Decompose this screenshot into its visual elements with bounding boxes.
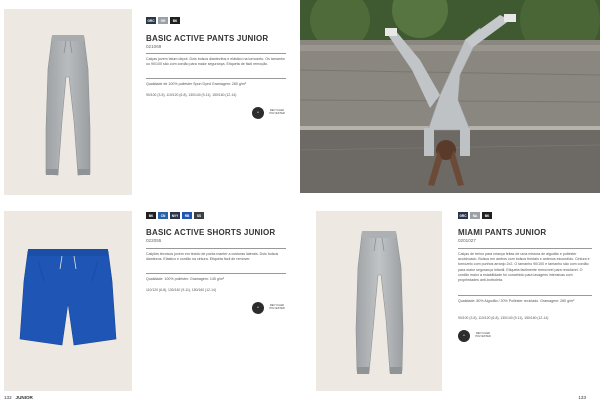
lifestyle-photo <box>300 0 600 193</box>
grey-pants-illustration <box>4 9 132 195</box>
product2-quality: Qualidade: 100% poliéster. Gramagem: 145 g/m² <box>146 277 225 281</box>
shorts-product-image <box>4 211 132 391</box>
divider <box>146 53 286 54</box>
section-label: JUNIOR <box>15 395 33 400</box>
pants-product-image <box>4 9 132 195</box>
product3-sizes: 90/100 (3-5), 110/120 (6-8), 130/140 (9-11), 150/160 (12-14) <box>458 316 549 320</box>
swatch: GR <box>158 17 168 24</box>
product1-quality: Qualidade de 100% poliéster Spun Dyed Gramagem: 280 g/m² <box>146 82 247 86</box>
product1-title: BASIC ACTIVE PANTS JUNIOR <box>146 34 269 43</box>
product2-color-swatches <box>146 212 204 219</box>
handstand-photo <box>300 0 600 193</box>
divider <box>146 248 286 249</box>
swatch: CN <box>158 212 168 219</box>
recycled-badge-icon: ♻ <box>252 302 264 314</box>
product3-title: MIAMI PANTS JUNIOR <box>458 228 547 237</box>
recycled-badge-icon: ♻ <box>252 107 264 119</box>
swatch: BK <box>170 17 180 24</box>
product1-description: Calças jovem fatum depot. Dois bolsos diantezitos e elástico na tornozelo. Os tamanho ou 90/100 são com cordão para maior segurança. Etiqueta de fácil remoção. <box>146 57 285 67</box>
product3-code: 0201027 <box>458 238 476 243</box>
swatch: GRC <box>147 18 155 23</box>
product3-badge-label: RECYCLED POLYESTER <box>475 332 491 338</box>
product3-color-swatches <box>458 212 492 219</box>
divider <box>458 295 592 296</box>
divider <box>146 273 286 274</box>
swatch: BK <box>146 212 156 219</box>
miami-pants-product-image <box>316 211 442 391</box>
recycled-badge-icon: ♻ <box>458 330 470 342</box>
swatch: SS <box>194 212 204 219</box>
left-footer <box>4 395 33 400</box>
product2-sizes: 110/120 (6-8), 130/140 (9-11), 150/160 (12-14) <box>146 288 216 292</box>
swatch: RB <box>182 212 192 219</box>
grey-miami-pants-illustration <box>316 211 442 391</box>
swatch: NA <box>470 212 480 219</box>
product2-description: Calções técnicos jovem em tecido de ponta manter a costuras laterais. Dois bolsos diantezos. Elástico e cordão na cintura. Etiqueta fácil de remover. <box>146 252 279 262</box>
divider <box>146 78 286 79</box>
swatch: BK <box>482 212 492 219</box>
right-page <box>300 0 600 407</box>
product1-color-swatches <box>146 17 180 24</box>
product3-quality: Qualidade: 80% Algodão / 20% Poliéster reciclado. Gramagem: 280 g/m² <box>458 299 575 303</box>
product2-badge-label: RECYCLED POLYESTER <box>269 304 285 310</box>
product1-badge-label: RECYCLED POLYESTER <box>269 109 285 115</box>
product1-sizes: 90/100 (3-5), 110/120 (6-8), 130/140 (9-11), 150/160 (12-14) <box>146 93 237 97</box>
product1-code: 021069 <box>146 44 162 49</box>
product3-description: Calças de treino para criança feitas de uma mistura de algodão e poliéster acolchoado. Bolsos em ambos com bolsos frontais e antenos escondido. Cintura e tornozelo com punhos arranjo 2x2. O tamanho 90/100 e tamanho são com cordão para maior segurança infantil. Etiqueta facilmente removível para reciclável. O cordão maior a estabilidade foi concebido para lavagens intensivas com propriedades anti-borboleta. <box>458 252 590 283</box>
right-page-number: 133 <box>578 395 586 400</box>
swatch: GRC <box>459 213 467 218</box>
product2-title: BASIC ACTIVE SHORTS JUNIOR <box>146 228 276 237</box>
product2-code: 022055 <box>146 238 162 243</box>
divider <box>458 248 592 249</box>
blue-shorts-illustration <box>4 211 132 391</box>
left-page-number: 132 <box>4 395 12 400</box>
swatch: NVY <box>171 213 179 218</box>
